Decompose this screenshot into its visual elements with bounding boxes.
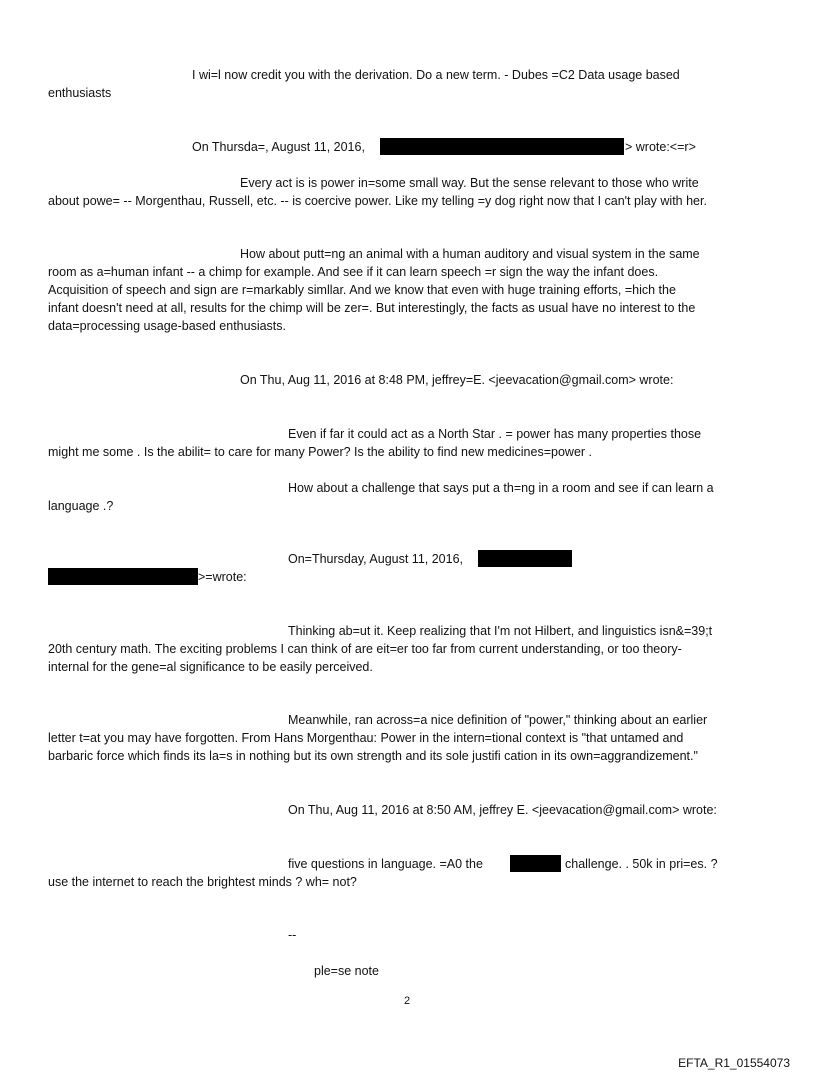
text-line: -- [288, 928, 297, 942]
text-line: Every act is is power in=some small way. But the sense relevant to those who write [240, 176, 699, 190]
text-line: Meanwhile, ran across=a nice definition of "power," thinking about an earlier [288, 713, 708, 727]
text-line: On=Thursday, August 11, 2016, [288, 552, 463, 566]
text-line: ple=se note [314, 964, 379, 978]
text-line: Acquisition of speech and sign are r=markably simllar. And we know that even with huge training efforts, =hich the [48, 283, 676, 297]
text-line: > wrote:<=r> [625, 140, 696, 154]
text-line: barbaric force which finds its la=s in nothing but its own strength and its sole justifi cation in its own=aggrandizement." [48, 749, 698, 763]
text-line: Thinking ab=ut it. Keep realizing that I'm not Hilbert, and linguistics isn&=39;t [288, 624, 713, 638]
text-line: Even if far it could act as a North Star . = power has many properties those [288, 427, 702, 441]
redaction-box [380, 138, 624, 155]
text-line: On Thu, Aug 11, 2016 at 8:50 AM, jeffrey E. <jeevacation@gmail.com> wrote: [288, 803, 717, 817]
text-line: internal for the gene=al significance to be easily perceived. [48, 660, 373, 674]
text-line: 20th century math. The exciting problems I can think of are eit=er too far from current understanding, or too theory- [48, 642, 682, 656]
redaction-box [510, 855, 561, 872]
text-line: might me some . Is the abilit= to care for many Power? Is the ability to find new medicines=power . [48, 445, 593, 459]
text-line: How about putt=ng an animal with a human auditory and visual system in the same [240, 247, 700, 261]
text-line: >=wrote: [198, 570, 247, 584]
text-line: infant doesn't need at all, results for the chimp will be zer=. But interestingly, the facts as usual have no interest to the [48, 301, 696, 315]
text-line: room as a=human infant -- a chimp for example. And see if it can learn speech =r sign the way the infant does. [48, 265, 659, 279]
text-line: five questions in language. =A0 the [288, 857, 483, 871]
text-line: use the internet to reach the brightest minds ? wh= not? [48, 875, 357, 889]
text-line: I wi=l now credit you with the derivation. Do a new term. - Dubes =C2 Data usage based [192, 68, 680, 82]
redaction-box [48, 568, 198, 585]
text-line: language .? [48, 499, 114, 513]
text-line: On Thursda=, August 11, 2016, [192, 140, 365, 154]
document-id-footer: EFTA_R1_01554073 [678, 1056, 790, 1070]
text-line: challenge. . 50k in pri=es. ? [565, 857, 718, 871]
redaction-box [478, 550, 572, 567]
text-line: data=processing usage-based enthusiasts. [48, 319, 287, 333]
text-line: letter t=at you may have forgotten. From Hans Morgenthau: Power in the intern=tional context is "that untamed and [48, 731, 684, 745]
text-line: enthusiasts [48, 86, 112, 100]
page-number: 2 [404, 995, 411, 1007]
text-line: On Thu, Aug 11, 2016 at 8:48 PM, jeffrey=E. <jeevacation@gmail.com> wrote: [240, 373, 674, 387]
text-line: about powe= -- Morgenthau, Russell, etc. -- is coercive power. Like my telling =y dog right now that I can't play with her. [48, 194, 707, 208]
text-line: How about a challenge that says put a th=ng in a room and see if can learn a [288, 481, 714, 495]
